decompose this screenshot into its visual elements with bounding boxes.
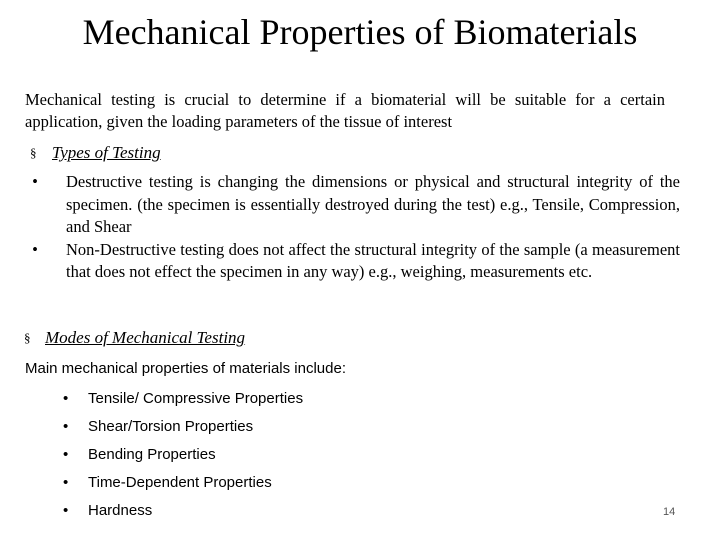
list-item (30, 239, 680, 284)
list-item (63, 497, 303, 525)
bullet-icon: • (63, 390, 69, 407)
page-number: 14 (663, 506, 676, 518)
types-of-testing-list (30, 171, 680, 284)
list-item-label: Bending Properties (88, 446, 216, 463)
mechanical-properties-list (63, 385, 303, 525)
list-item-label: Shear/Torsion Properties (88, 418, 254, 435)
bullet-icon: • (32, 172, 38, 191)
list-item (63, 385, 303, 413)
list-item (30, 171, 680, 239)
section-marker-icon: § (24, 330, 31, 345)
section-marker-icon: § (30, 145, 37, 160)
slide-title: Mechanical Properties of Biomaterials (82, 12, 638, 52)
non-destructive-testing-text: Non-Destructive testing does not affect the structural integrity of the sample (a measurement that does not effect the specimen in any way) e.g., weighing, measurements etc. (66, 239, 680, 281)
bullet-icon: • (32, 239, 38, 259)
modes-of-testing-heading: Modes of Mechanical Testing (45, 328, 246, 347)
types-of-testing-heading: Types of Testing (52, 143, 161, 162)
bullet-icon: • (63, 474, 69, 491)
bullet-icon: • (63, 502, 69, 519)
list-item (63, 441, 303, 469)
list-item-label: Time-Dependent Properties (88, 474, 272, 491)
destructive-testing-text: Destructive testing is changing the dimensions or physical and structural integrity of the specimen. (the specimen is essentially destroyed during the test) e.g., Tensile, Compression, and Shear (66, 172, 680, 236)
modes-intro-text: Main mechanical properties of materials include: (25, 360, 346, 377)
list-item-label: Hardness (88, 502, 153, 519)
list-item (63, 469, 303, 497)
intro-paragraph: Mechanical testing is crucial to determine if a biomaterial will be suitable for a certain application, given the loading parameters of the tissue of interest (25, 90, 665, 131)
list-item-label: Tensile/ Compressive Properties (88, 390, 304, 407)
bullet-icon: • (63, 446, 69, 463)
bullet-icon: • (63, 418, 69, 435)
list-item (63, 413, 303, 441)
